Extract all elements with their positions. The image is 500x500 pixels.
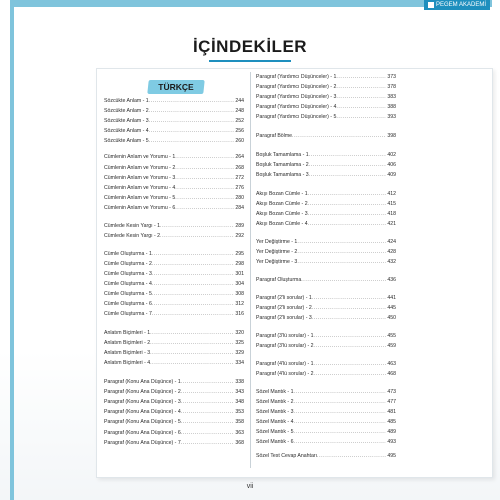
toc-entry bbox=[104, 117, 244, 125]
toc-entry-title: Cümlenin Anlam ve Yorumu - 1 bbox=[104, 154, 176, 160]
dot-leader bbox=[336, 113, 386, 121]
page-number: vii bbox=[246, 483, 254, 490]
dot-leader bbox=[175, 204, 234, 212]
toc-entry bbox=[104, 300, 244, 308]
dot-leader bbox=[152, 300, 234, 308]
toc-entry-page: 363 bbox=[235, 430, 244, 436]
toc-entry-title: Paragraf (2'li sorular) - 1 bbox=[256, 295, 312, 301]
logo-mark-icon bbox=[428, 2, 434, 8]
toc-entry-title: Cümle Oluşturma - 7 bbox=[104, 311, 152, 317]
toc-entry bbox=[256, 200, 396, 208]
toc-entry-page: 398 bbox=[387, 133, 396, 139]
dot-leader bbox=[312, 304, 387, 312]
toc-entry-title: Sözcükte Anlam - 3 bbox=[104, 118, 149, 124]
dot-leader bbox=[308, 220, 387, 228]
toc-entry-page: 264 bbox=[235, 154, 244, 160]
toc-entry-page: 353 bbox=[235, 409, 244, 415]
dot-leader bbox=[175, 174, 234, 182]
toc-entry bbox=[104, 137, 244, 145]
dot-leader bbox=[309, 161, 387, 169]
toc-entry-title: Sözel Mantık - 5 bbox=[256, 429, 294, 435]
dot-leader bbox=[314, 342, 387, 350]
publisher-logo bbox=[424, 0, 490, 10]
toc-entry-title: Paragraf (2'li sorular) - 2 bbox=[256, 305, 312, 311]
toc-entry-title: Cümle Oluşturma - 5 bbox=[104, 291, 152, 297]
toc-entry-title: Sözel Mantık - 3 bbox=[256, 409, 294, 415]
toc-entry-title: Sözel Mantık - 1 bbox=[256, 389, 294, 395]
toc-entry bbox=[104, 290, 244, 298]
toc-entry-title: Paragraf (Yardımcı Düşünceler) - 3 bbox=[256, 94, 337, 100]
toc-entry bbox=[104, 222, 244, 230]
top-accent-bar bbox=[10, 0, 492, 7]
toc-entry-page: 289 bbox=[235, 223, 244, 229]
dot-leader bbox=[314, 332, 387, 340]
toc-entry-page: 463 bbox=[387, 361, 396, 367]
toc-entry-page: 256 bbox=[235, 128, 244, 134]
toc-entry-page: 280 bbox=[235, 195, 244, 201]
toc-entry-page: 325 bbox=[235, 340, 244, 346]
toc-entry bbox=[256, 452, 396, 460]
toc-entry-page: 445 bbox=[387, 305, 396, 311]
toc-entry-page: 252 bbox=[235, 118, 244, 124]
toc-entry-page: 304 bbox=[235, 281, 244, 287]
dot-leader bbox=[181, 408, 235, 416]
dot-leader bbox=[181, 418, 235, 426]
dot-leader bbox=[336, 83, 386, 91]
toc-entry bbox=[256, 113, 396, 121]
toc-entry-page: 418 bbox=[387, 211, 396, 217]
toc-entry-page: 284 bbox=[235, 205, 244, 211]
toc-entry-title: Anlatım Biçimleri - 2 bbox=[104, 340, 151, 346]
toc-entry bbox=[256, 171, 396, 179]
dot-leader bbox=[152, 290, 234, 298]
toc-entry bbox=[256, 304, 396, 312]
dot-leader bbox=[152, 280, 234, 288]
toc-entry bbox=[104, 359, 244, 367]
toc-entry-title: Paragraf (Konu Ana Düşünce) - 2 bbox=[104, 389, 181, 395]
toc-entry bbox=[104, 329, 244, 337]
dot-leader bbox=[175, 153, 234, 161]
toc-entry-title: Boşluk Tamamlama - 2 bbox=[256, 162, 309, 168]
toc-entry bbox=[104, 127, 244, 135]
toc-entry-title: Anlatım Biçimleri - 4 bbox=[104, 360, 151, 366]
toc-entry-page: 343 bbox=[235, 389, 244, 395]
dot-leader bbox=[336, 73, 386, 81]
toc-entry-page: 428 bbox=[387, 249, 396, 255]
column-divider bbox=[250, 72, 251, 468]
toc-entry-title: Paragraf (Yardımcı Düşünceler) - 1 bbox=[256, 74, 337, 80]
toc-entry-title: Cümle Oluşturma - 6 bbox=[104, 301, 152, 307]
toc-entry-page: 248 bbox=[235, 108, 244, 114]
toc-entry bbox=[256, 294, 396, 302]
toc-entry bbox=[256, 438, 396, 446]
toc-entry-title: Yer Değiştirme - 3 bbox=[256, 259, 298, 265]
dot-leader bbox=[293, 408, 386, 416]
toc-entry bbox=[256, 314, 396, 322]
toc-entry bbox=[256, 248, 396, 256]
toc-entry bbox=[256, 408, 396, 416]
toc-entry-title: Cümlede Kesin Yargı - 1 bbox=[104, 223, 161, 229]
dot-leader bbox=[314, 370, 387, 378]
toc-entry bbox=[256, 370, 396, 378]
toc-entry bbox=[104, 164, 244, 172]
toc-entry-title: Boşluk Tamamlama - 3 bbox=[256, 172, 309, 178]
dot-leader bbox=[336, 103, 386, 111]
dot-leader bbox=[152, 270, 234, 278]
toc-entry bbox=[256, 151, 396, 159]
toc-entry-page: 276 bbox=[235, 185, 244, 191]
toc-entry-title: Akışı Bozan Cümle - 4 bbox=[256, 221, 308, 227]
dot-leader bbox=[149, 117, 235, 125]
toc-entry-title: Akışı Bozan Cümle - 1 bbox=[256, 191, 308, 197]
toc-entry bbox=[104, 378, 244, 386]
dot-leader bbox=[308, 190, 387, 198]
dot-leader bbox=[293, 388, 386, 396]
toc-entry-page: 436 bbox=[387, 277, 396, 283]
toc-entry-page: 473 bbox=[387, 389, 396, 395]
toc-entry-page: 424 bbox=[387, 239, 396, 245]
toc-entry-title: Cümle Oluşturma - 4 bbox=[104, 281, 152, 287]
toc-entry bbox=[104, 97, 244, 105]
dot-leader bbox=[175, 184, 234, 192]
toc-entry-page: 459 bbox=[387, 343, 396, 349]
toc-entry-page: 260 bbox=[235, 138, 244, 144]
toc-entry-page: 316 bbox=[235, 311, 244, 317]
toc-entry bbox=[104, 339, 244, 347]
toc-entry bbox=[256, 238, 396, 246]
toc-entry-title: Paragraf Oluşturma bbox=[256, 277, 302, 283]
toc-entry bbox=[256, 342, 396, 350]
toc-entry-page: 329 bbox=[235, 350, 244, 356]
toc-entry bbox=[104, 310, 244, 318]
toc-entry-title: Boşluk Tamamlama - 1 bbox=[256, 152, 309, 158]
toc-entry-page: 495 bbox=[387, 453, 396, 459]
toc-entry bbox=[104, 439, 244, 447]
toc-entry-page: 468 bbox=[387, 371, 396, 377]
toc-entry bbox=[256, 103, 396, 111]
toc-entry bbox=[256, 220, 396, 228]
toc-entry-page: 450 bbox=[387, 315, 396, 321]
toc-entry-title: Cümlenin Anlam ve Yorumu - 3 bbox=[104, 175, 176, 181]
toc-entry bbox=[104, 418, 244, 426]
dot-leader bbox=[150, 329, 234, 337]
toc-entry bbox=[104, 280, 244, 288]
toc-entry-title: Paragraf (3'lü sorular) - 2 bbox=[256, 343, 314, 349]
publisher-name: PEGEM AKADEMİ bbox=[435, 2, 486, 8]
toc-entry-page: 432 bbox=[387, 259, 396, 265]
toc-entry-title: Paragraf (Yardımcı Düşünceler) - 5 bbox=[256, 114, 337, 120]
toc-entry-title: Akışı Bozan Cümle - 3 bbox=[256, 211, 308, 217]
toc-entry-title: Paragraf (Konu Ana Düşünce) - 7 bbox=[104, 440, 181, 446]
toc-entry bbox=[104, 398, 244, 406]
dot-leader bbox=[308, 210, 387, 218]
toc-entry-title: Sözel Mantık - 4 bbox=[256, 419, 294, 425]
dot-leader bbox=[150, 359, 234, 367]
toc-entry-page: 348 bbox=[235, 399, 244, 405]
toc-entry-title: Anlatım Biçimleri - 1 bbox=[104, 330, 151, 336]
toc-entry-page: 421 bbox=[387, 221, 396, 227]
dot-leader bbox=[309, 171, 387, 179]
toc-entry-page: 308 bbox=[235, 291, 244, 297]
dot-leader bbox=[309, 151, 387, 159]
toc-entry bbox=[256, 276, 396, 284]
toc-entry-title: Cümlenin Anlam ve Yorumu - 2 bbox=[104, 165, 176, 171]
toc-entry-title: Cümlenin Anlam ve Yorumu - 6 bbox=[104, 205, 176, 211]
dot-leader bbox=[152, 310, 234, 318]
toc-entry-title: Paragraf (Yardımcı Düşünceler) - 2 bbox=[256, 84, 337, 90]
dot-leader bbox=[317, 452, 386, 460]
toc-entry bbox=[256, 161, 396, 169]
toc-entry bbox=[104, 260, 244, 268]
dot-leader bbox=[181, 378, 235, 386]
dot-leader bbox=[152, 250, 234, 258]
toc-entry-page: 268 bbox=[235, 165, 244, 171]
toc-entry-title: Cümlede Kesin Yargı - 2 bbox=[104, 233, 161, 239]
toc-entry bbox=[104, 349, 244, 357]
dot-leader bbox=[301, 276, 386, 284]
toc-entry-page: 298 bbox=[235, 261, 244, 267]
toc-entry bbox=[256, 210, 396, 218]
toc-entry bbox=[256, 258, 396, 266]
dot-leader bbox=[160, 232, 234, 240]
toc-entry-page: 301 bbox=[235, 271, 244, 277]
dot-leader bbox=[293, 438, 386, 446]
toc-entry-page: 455 bbox=[387, 333, 396, 339]
toc-entry-page: 477 bbox=[387, 399, 396, 405]
toc-entry-title: Paragraf (4'lü sorular) - 2 bbox=[256, 371, 314, 377]
toc-entry-title: Sözel Mantık - 2 bbox=[256, 399, 294, 405]
toc-entry-page: 481 bbox=[387, 409, 396, 415]
dot-leader bbox=[175, 164, 234, 172]
toc-entry-page: 406 bbox=[387, 162, 396, 168]
dot-leader bbox=[152, 260, 234, 268]
toc-entry bbox=[256, 93, 396, 101]
toc-entry-title: Paragraf (Yardımcı Düşünceler) - 4 bbox=[256, 104, 337, 110]
toc-entry-title: Anlatım Biçimleri - 3 bbox=[104, 350, 151, 356]
toc-entry-title: Cümle Oluşturma - 2 bbox=[104, 261, 152, 267]
toc-entry-title: Sözel Test Cevap Anahtarı bbox=[256, 453, 318, 459]
toc-entry-title: Paragraf (3'lü sorular) - 1 bbox=[256, 333, 314, 339]
toc-entry bbox=[256, 428, 396, 436]
toc-entry bbox=[256, 418, 396, 426]
toc-entry-title: Paragraf Bölme bbox=[256, 133, 293, 139]
toc-entry-title: Paragraf (Konu Ana Düşünce) - 1 bbox=[104, 379, 181, 385]
toc-entry-page: 402 bbox=[387, 152, 396, 158]
toc-entry-title: Cümle Oluşturma - 3 bbox=[104, 271, 152, 277]
toc-entry-title: Sözcükte Anlam - 5 bbox=[104, 138, 149, 144]
dot-leader bbox=[149, 107, 235, 115]
dot-leader bbox=[297, 248, 386, 256]
toc-entry bbox=[256, 190, 396, 198]
dot-leader bbox=[293, 418, 386, 426]
dot-leader bbox=[293, 398, 386, 406]
dot-leader bbox=[149, 127, 235, 135]
toc-entry-page: 485 bbox=[387, 419, 396, 425]
toc-entry-page: 295 bbox=[235, 251, 244, 257]
toc-entry-title: Paragraf (Konu Ana Düşünce) - 6 bbox=[104, 430, 181, 436]
left-accent-rule bbox=[10, 0, 14, 500]
toc-entry bbox=[104, 250, 244, 258]
toc-entry-page: 320 bbox=[235, 330, 244, 336]
toc-entry bbox=[104, 153, 244, 161]
toc-entry-title: Paragraf (2'li sorular) - 3 bbox=[256, 315, 312, 321]
dot-leader bbox=[149, 97, 235, 105]
toc-entry-page: 412 bbox=[387, 191, 396, 197]
toc-entry-page: 393 bbox=[387, 114, 396, 120]
title-underline bbox=[209, 60, 291, 62]
toc-entry-page: 441 bbox=[387, 295, 396, 301]
toc-entry bbox=[256, 83, 396, 91]
dot-leader bbox=[292, 132, 386, 140]
dot-leader bbox=[150, 349, 234, 357]
toc-entry bbox=[256, 360, 396, 368]
toc-entry bbox=[256, 332, 396, 340]
toc-entry-title: Paragraf (Konu Ana Düşünce) - 5 bbox=[104, 419, 181, 425]
dot-leader bbox=[181, 388, 235, 396]
toc-entry-title: Paragraf (4'lü sorular) - 1 bbox=[256, 361, 314, 367]
dot-leader bbox=[308, 200, 387, 208]
dot-leader bbox=[181, 398, 235, 406]
toc-entry bbox=[104, 408, 244, 416]
dot-leader bbox=[181, 439, 235, 447]
toc-entry-page: 338 bbox=[235, 379, 244, 385]
toc-entry-title: Paragraf (Konu Ana Düşünce) - 3 bbox=[104, 399, 181, 405]
toc-entry-page: 334 bbox=[235, 360, 244, 366]
dot-leader bbox=[336, 93, 386, 101]
toc-entry-page: 373 bbox=[387, 74, 396, 80]
toc-entry-title: Cümlenin Anlam ve Yorumu - 5 bbox=[104, 195, 176, 201]
toc-entry-page: 312 bbox=[235, 301, 244, 307]
toc-entry-title: Sözcükte Anlam - 1 bbox=[104, 98, 149, 104]
toc-entry-page: 244 bbox=[235, 98, 244, 104]
dot-leader bbox=[297, 258, 386, 266]
toc-entry-page: 489 bbox=[387, 429, 396, 435]
toc-entry bbox=[104, 232, 244, 240]
toc-entry bbox=[256, 388, 396, 396]
toc-entry-title: Sözel Mantık - 6 bbox=[256, 439, 294, 445]
toc-entry-page: 415 bbox=[387, 201, 396, 207]
toc-entry-page: 388 bbox=[387, 104, 396, 110]
dot-leader bbox=[181, 429, 235, 437]
toc-entry-title: Sözcükte Anlam - 2 bbox=[104, 108, 149, 114]
toc-entry-title: Cümle Oluşturma - 1 bbox=[104, 251, 152, 257]
toc-entry-title: Paragraf (Konu Ana Düşünce) - 4 bbox=[104, 409, 181, 415]
dot-leader bbox=[297, 238, 386, 246]
toc-entry-title: Yer Değiştirme - 2 bbox=[256, 249, 298, 255]
toc-entry bbox=[256, 132, 396, 140]
toc-entry bbox=[104, 388, 244, 396]
toc-entry-title: Cümlenin Anlam ve Yorumu - 4 bbox=[104, 185, 176, 191]
toc-entry bbox=[104, 204, 244, 212]
dot-leader bbox=[314, 360, 387, 368]
toc-entry-page: 378 bbox=[387, 84, 396, 90]
toc-entry bbox=[104, 184, 244, 192]
dot-leader bbox=[312, 314, 387, 322]
toc-entry bbox=[256, 398, 396, 406]
toc-entry-page: 493 bbox=[387, 439, 396, 445]
dot-leader bbox=[160, 222, 234, 230]
toc-entry-title: Yer Değiştirme - 1 bbox=[256, 239, 298, 245]
dot-leader bbox=[175, 194, 234, 202]
toc-entry-page: 272 bbox=[235, 175, 244, 181]
toc-entry bbox=[104, 429, 244, 437]
toc-entry-page: 358 bbox=[235, 419, 244, 425]
toc-entry bbox=[256, 73, 396, 81]
toc-entry bbox=[104, 107, 244, 115]
toc-entry bbox=[104, 194, 244, 202]
toc-entry-page: 292 bbox=[235, 233, 244, 239]
dot-leader bbox=[150, 339, 234, 347]
dot-leader bbox=[312, 294, 387, 302]
section-badge: TÜRKÇE bbox=[158, 82, 194, 92]
dot-leader bbox=[293, 428, 386, 436]
toc-entry-page: 409 bbox=[387, 172, 396, 178]
dot-leader bbox=[149, 137, 235, 145]
toc-entry-page: 368 bbox=[235, 440, 244, 446]
toc-entry-title: Sözcükte Anlam - 4 bbox=[104, 128, 149, 134]
toc-entry-title: Akışı Bozan Cümle - 2 bbox=[256, 201, 308, 207]
toc-entry bbox=[104, 174, 244, 182]
page-title: İÇİNDEKİLER bbox=[192, 37, 308, 56]
toc-entry bbox=[104, 270, 244, 278]
toc-entry-page: 383 bbox=[387, 94, 396, 100]
